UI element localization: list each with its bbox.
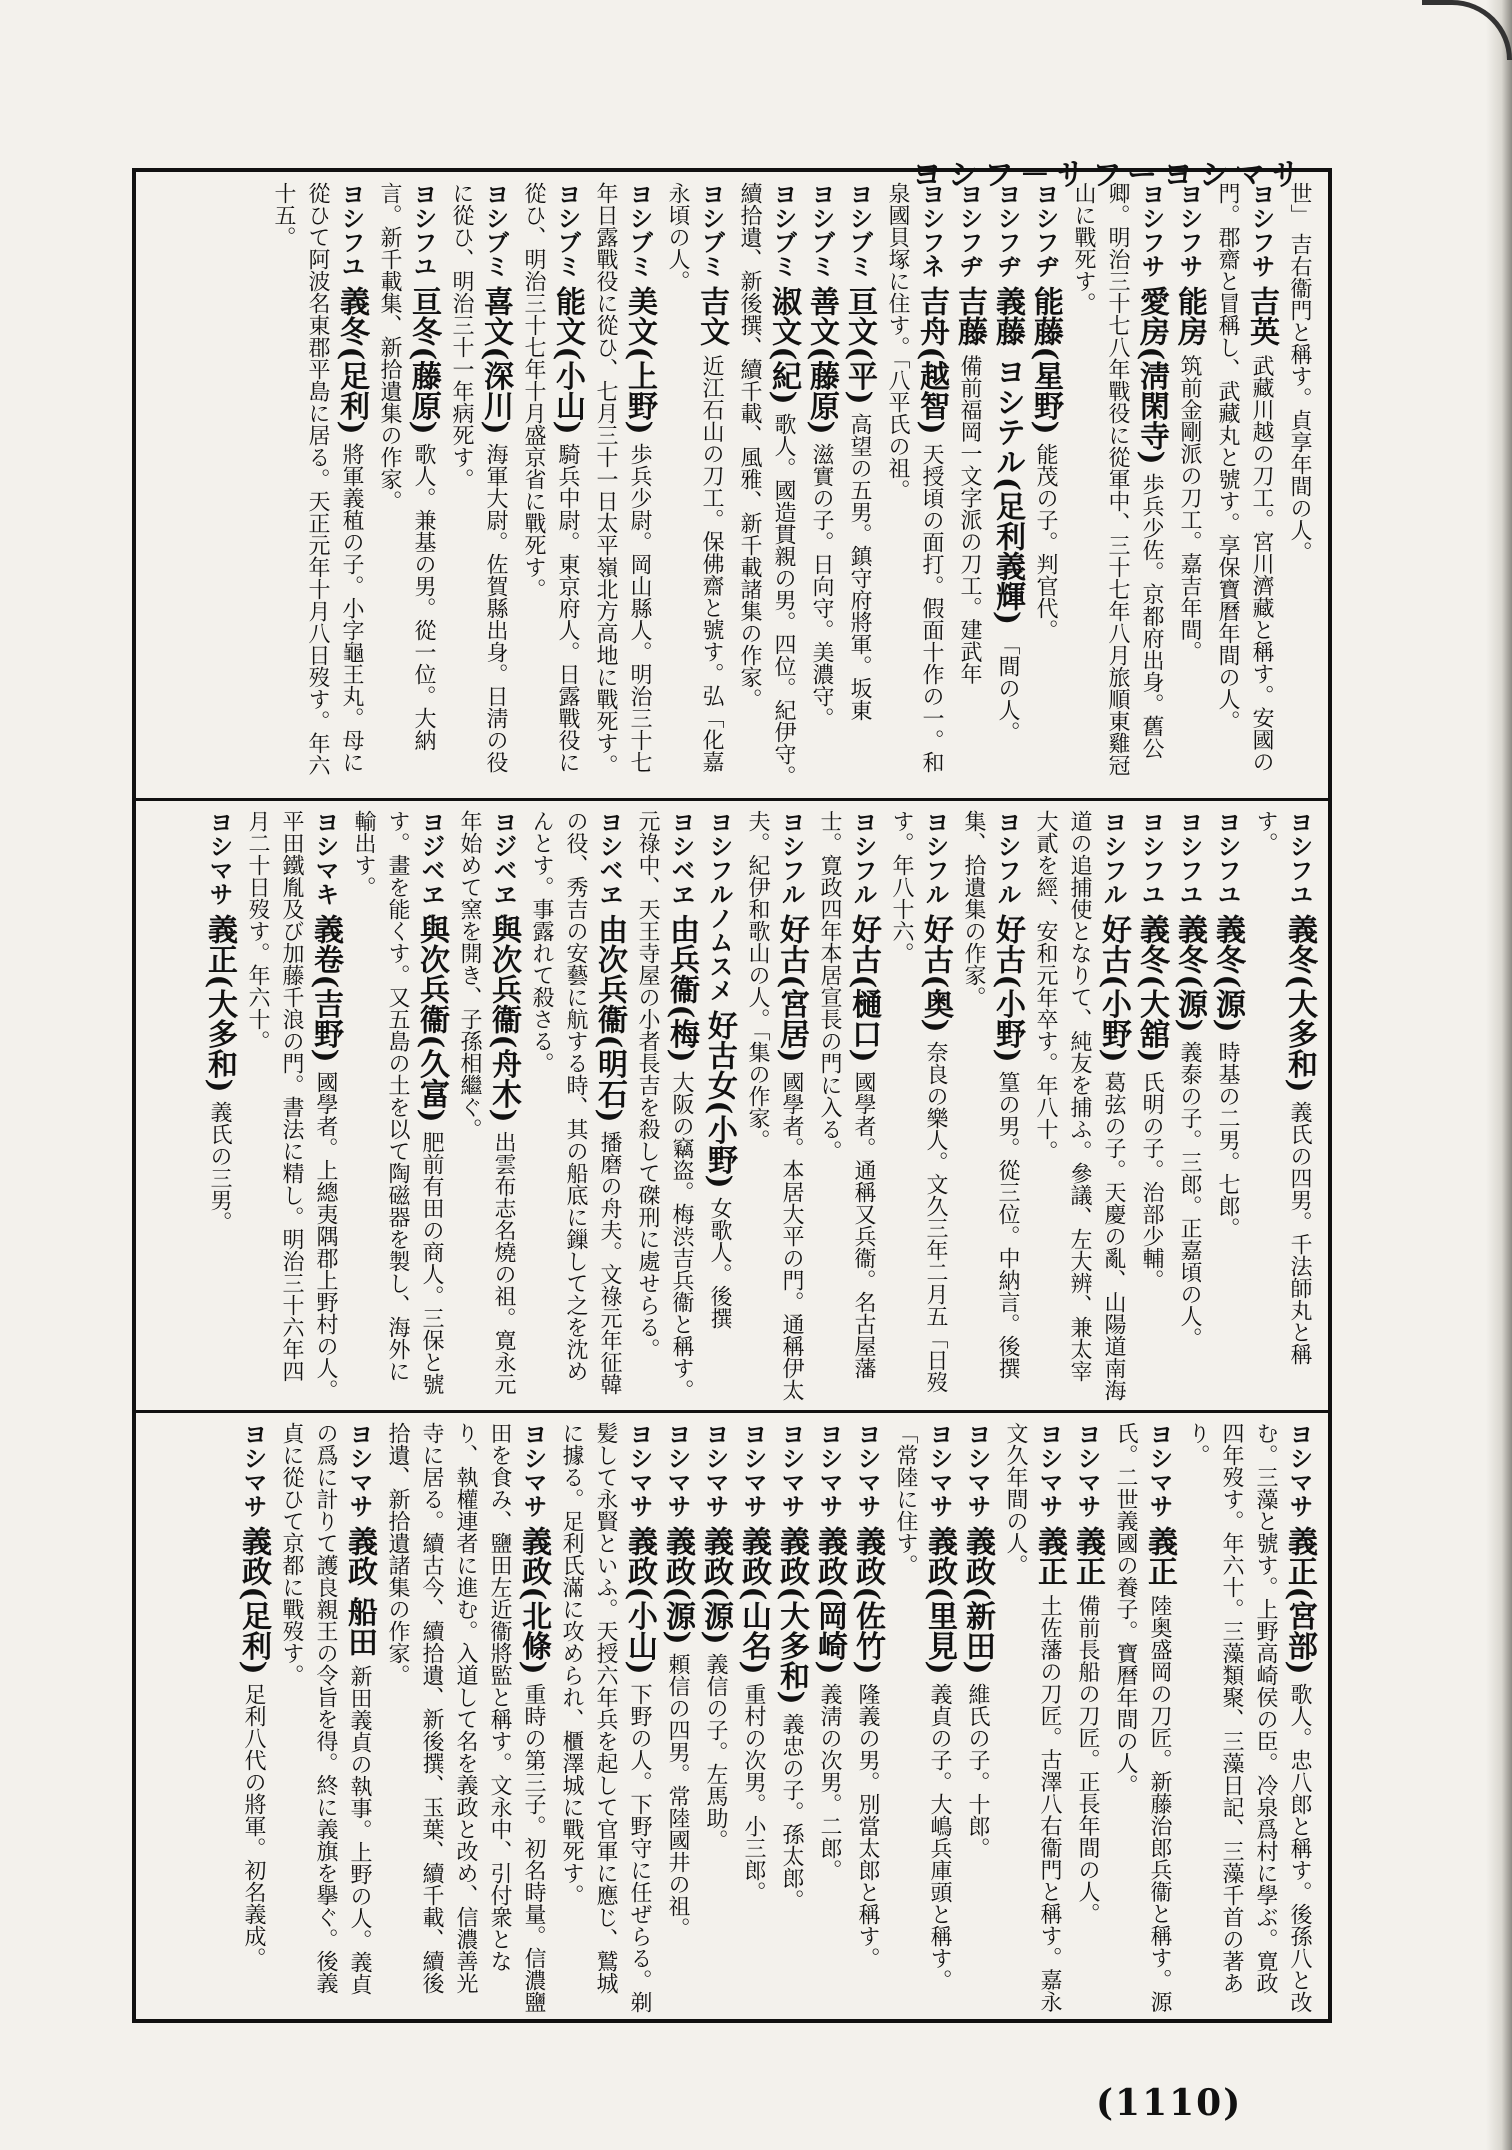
dictionary-entry (810, 1420, 848, 2016)
entry-body: 歌人。兼基の男。從一位。大納言。新千載集、新拾遺集の作家。 (377, 182, 436, 751)
entry-body: 滋實の子。日向守。美濃守。 (809, 442, 834, 729)
entry-name: 義冬(源) (1172, 914, 1207, 1033)
dictionary-entry (882, 808, 954, 1404)
entry-head: ヨシフサ (1175, 182, 1203, 278)
entry-head: ヨシベヱ (595, 810, 623, 906)
entry-name: 亘冬(藤原) (406, 286, 441, 435)
dictionary-entry (958, 1420, 996, 2016)
entry-head: ヨシフサ (1137, 182, 1165, 278)
entry-head: ヨシフル (849, 810, 877, 906)
entry-head: ヨシマサ (625, 1422, 653, 1518)
entry-body: 陸奥盛岡の刀匠。新藤治郎兵衞と稱す。源氏。二世義國の養子。寶曆年間の人。 (1113, 1422, 1172, 2013)
entry-head: ヨシマサ (925, 1422, 953, 1518)
dictionary-entry (730, 180, 802, 792)
entry-head: ヨシフネ (917, 182, 945, 278)
entry-body: 女歌人。後撰 (707, 1196, 732, 1329)
dictionary-entry (988, 180, 1026, 792)
dictionary-entry (1026, 180, 1064, 792)
entry-head: ヨシブミ (845, 182, 873, 278)
entry-head: ヨシブミ (553, 182, 581, 278)
entry-body: 武藏川越の刀工。宮川濟藏と稱す。安國の門。郡齋と冒稱し、武藏丸と號す。享保寶曆年間の人。 (1215, 182, 1274, 773)
entry-name: 吉文 (694, 286, 729, 347)
page-number: (1110) (1096, 2082, 1243, 2124)
dictionary-entry (734, 1420, 772, 2016)
entry-head: ヨシフル (1099, 810, 1127, 906)
entry-name: 義政(小山) (622, 1526, 657, 1675)
entry-body: 下野の人。下野守に任ぜらる。剃髪して永賢といふ。天授六年兵を起して官軍に應じ、鷲城に據る。足利氏滿に攻められ、櫃澤城に戰死す。 (559, 1422, 652, 2013)
entry-head: ヨシブミ (481, 182, 509, 278)
entry-body: 歌人。忠八郎と稱す。後孫八と改む。三藻と號す。上野高崎侯の臣。冷泉爲村に學ぶ。寛政四年歿す。年六十。三藻類聚、三藻日記、三藻千首の著あり。 (1185, 1422, 1312, 2013)
entry-name: 義冬(足利) (334, 286, 369, 435)
entry-body: 歩兵少佐。京都府出身。舊公卿。明治三十七八年戰役に從軍中、三十七年八月旅順東雞冠山に戰死す。 (1071, 182, 1164, 776)
entry-name: 與次兵衞(久富) (414, 914, 449, 1123)
entry-name: 善文(藤原) (804, 286, 839, 435)
dictionary-entry (1208, 180, 1280, 792)
entry-head: ヨシマサ (519, 1422, 547, 1518)
entry-head: ヨシブミ (697, 182, 725, 278)
entry-name: 好古(樋口) (846, 914, 881, 1063)
entry-head: ヨシマサ (777, 1422, 805, 1518)
dictionary-entry (696, 1420, 734, 2016)
entry-head: ヨシマサ (1035, 1422, 1063, 1518)
entry-name: 義正 (1070, 1526, 1105, 1587)
entry-head: ヨシマサ (239, 1422, 267, 1518)
entry-body: 隆義の男。別當太郎と稱す。 (855, 1682, 880, 1969)
entry-body: 國學者。上總夷隅郡上野村の人。平田鐵胤及び加藤千浪の門。書法に精し。明治三十六年四月二十日歿す。年六十。 (245, 810, 338, 1401)
entry-body: 重時の第三子。初名時量。信濃鹽田を食み、鹽田左近衞將監と稱す。文永中、引付衆となり、執權連者に進む。入道して名を義政と改め、信濃善光寺に居る。續古今、續拾遺、新後撰、玉葉、續千載、續後拾遺、新拾遺諸集の作家。 (385, 1422, 546, 2013)
dictionary-entry (450, 808, 522, 1404)
dictionary-entry (628, 808, 700, 1404)
entry-name: 義冬(大舘) (1134, 914, 1169, 1063)
entry-name: 義政(源) (698, 1526, 733, 1645)
dictionary-entry (1068, 1420, 1106, 2016)
dictionary-entry (1170, 808, 1208, 1404)
entry-name: 義政 船田 (342, 1526, 377, 1657)
entry-body: 義貞の子。大嶋兵庫頭と稱す。「常陸に住す。 (893, 1422, 952, 1991)
dictionary-entry (772, 1420, 810, 2016)
dictionary-entry (1170, 180, 1208, 792)
entry-head: ヨシフユ (337, 182, 365, 278)
entry-name: 義政(里見) (922, 1526, 957, 1675)
dictionary-entry (234, 1420, 272, 2016)
entry-body: 備前福岡一文字派の刀工。建武年 (957, 354, 982, 685)
dictionary-entry (1178, 1420, 1318, 2016)
entry-name: 義冬(大多和) (1282, 914, 1317, 1093)
entry-name: 吉英 (1244, 286, 1279, 347)
dictionary-entry (950, 180, 988, 792)
entry-name: 美文(上野) (622, 286, 657, 435)
dictionary-entry (1026, 808, 1132, 1404)
entry-body: 奈良の樂人。文久三年二月五「日歿す。年八十六。 (889, 810, 948, 1393)
entry-body: 義氏の三男。 (207, 1100, 232, 1233)
middle-section (148, 808, 1318, 1404)
entry-body: 國學者。本居大平の門。通稱伊太夫。紀伊和歌山の人。「集の作家。 (745, 810, 804, 1401)
entry-name: 義政(源) (660, 1526, 695, 1645)
entry-name: 淑文(紀) (766, 286, 801, 405)
entry-body: 義忠の子。孫太郎。 (779, 1712, 804, 1911)
entry-name: 好古(小野) (1096, 914, 1131, 1063)
entry-name: 由兵衞(梅) (664, 914, 699, 1063)
section-divider-bottom (132, 1410, 1332, 1413)
entry-name: 喜文(深川) (478, 286, 513, 435)
entry-body: 國學者。通稱又兵衞。名古屋藩士。寛政四年本居宣長の門に入る。 (817, 810, 876, 1379)
entry-head: ヨシマサ (701, 1422, 729, 1518)
entry-body: 能茂の子。判官代。 (1033, 442, 1058, 641)
running-header: ヨシフ－サフーヨシマサ (911, 158, 1307, 193)
entry-head: ヨシフル (921, 810, 949, 906)
dictionary-entry (1106, 1420, 1178, 2016)
entry-name: 吉舟(越智) (914, 286, 949, 435)
entry-body: 高望の五男。鎮守府將軍。坂東 (847, 412, 872, 721)
entry-head: ヨシフルノムスメ (705, 810, 733, 1002)
dictionary-entry (272, 1420, 378, 2016)
entry-head: ヨシフユ (1175, 810, 1203, 906)
entry-body: 新田義貞の執事。上野の人。義貞の爲に計りて護良親王の令旨を得。終に義旗を擧ぐ。後義貞に從ひて京都に戰歿す。 (279, 1422, 372, 1995)
lower-section (148, 1420, 1318, 2016)
upper-section (148, 180, 1318, 792)
entry-body: 頼信の四男。常陸國井の祖。 (665, 1652, 690, 1939)
entry-body: 葛弦の子。天慶の亂、山陽道南海道の追捕使となりて、純友を捕ふ。參議、左大辨、兼太宰大貳を經、安和元年卒す。年八十。 (1033, 810, 1126, 1401)
entry-body: 氏明の子。治部少輔。 (1139, 1070, 1164, 1291)
entry-body: 肥前有田の商人。三保と號す。畫を能くす。又五島の土を以て陶磁器を製し、海外に輸出す。 (351, 810, 444, 1395)
entry-body: 時基の二男。七郎。 (1215, 1040, 1240, 1239)
entry-head: ヨシフユ (1285, 810, 1313, 906)
dictionary-entry (878, 180, 950, 792)
entry-head: ヨシマサ (1073, 1422, 1101, 1518)
dictionary-entry (1246, 808, 1318, 1404)
entry-body: 騎兵中尉。東京府人。日露戰役に從ひ、明治三十七年十月盛京省に戰死す。 (521, 182, 580, 773)
dictionary-entry (238, 808, 344, 1404)
dictionary-entry (552, 1420, 658, 2016)
entry-name: 能房 (1172, 286, 1207, 347)
entry-body: 篁の男。從三位。中納言。後撰集、拾遺集の作家。 (961, 810, 1020, 1379)
section-divider-top (132, 798, 1332, 801)
entry-head: ヨシフユ (409, 182, 437, 278)
entry-body: 備前長船の刀匠。正長年間の人。 (1075, 1594, 1100, 1925)
dictionary-entry (840, 180, 878, 792)
dictionary-entry (344, 808, 450, 1404)
entry-body: 「間の人。 (995, 633, 1020, 744)
entry-body: 義信の子。左馬助。 (703, 1652, 728, 1851)
entry-head: ヨシマサ (1145, 1422, 1173, 1518)
dictionary-entry (514, 180, 586, 792)
entry-body: 海軍大尉。佐賀縣出身。日淸の役に從ひ、明治三十一年病死す。 (449, 182, 508, 773)
dictionary-entry (1208, 808, 1246, 1404)
dictionary-entry (996, 1420, 1068, 2016)
entry-body: 筑前金剛派の刀工。嘉吉年間。 (1177, 354, 1202, 663)
entry-body: 歌人。國造貫親の男。四位。紀伊守。續拾遺、新後撰、續千載、風雅、新千載諸集の作家。 (737, 182, 796, 787)
entry-name: 義政(北條) (516, 1526, 551, 1675)
entry-name: 義藤 ヨシテル(足利義輝) (990, 286, 1025, 626)
entry-body: 大阪の竊盗。梅渋吉兵衞と稱す。元祿中、天王寺屋の小者長吉を殺して磔刑に處せらる。 (635, 810, 694, 1401)
entry-name: 亘文(平) (842, 286, 877, 405)
entry-body: 歩兵少尉。岡山縣人。明治三十七年日露戰役に從ひ、七月三十一日太平嶺北方高地に戰死す。 (593, 182, 652, 776)
entry-head: ヨシマサ (853, 1422, 881, 1518)
dictionary-entry (700, 808, 738, 1404)
entry-head: ヨジベヱ (417, 810, 445, 906)
entry-head: ヨシフヂ (955, 182, 983, 278)
entry-body: 播磨の舟夫。文祿元年征韓の役、秀吉の安藝に航する時、其の船底に鏁して之を沈めんとす。事露れて殺さる。 (529, 810, 622, 1395)
entry-head: ヨシマサ (205, 810, 233, 906)
entry-name: 義正(大多和) (202, 914, 237, 1093)
entry-name: 義政(山名) (736, 1526, 771, 1675)
dictionary-entry (886, 1420, 958, 2016)
entry-name: 好古(小野) (990, 914, 1025, 1063)
entry-body: 將軍義稙の子。小字龜王丸。母に從ひて阿波名東郡平島に居る。天正元年十月八日歿す。年六十五。 (271, 182, 364, 776)
entry-name: 義正 (1142, 1526, 1177, 1587)
entry-name: 能藤(星野) (1028, 286, 1063, 435)
dictionary-entry (658, 1420, 696, 2016)
entry-head: ヨシフヂ (1031, 182, 1059, 278)
dictionary-entry (848, 1420, 886, 2016)
entry-name: 義正 (1032, 1526, 1067, 1587)
entry-name: 義政(足利) (236, 1526, 271, 1675)
entry-body: 維氏の子。十郎。 (965, 1682, 990, 1859)
dictionary-entry (522, 808, 628, 1404)
entry-name: 義政(新田) (960, 1526, 995, 1675)
entry-head: ヨシフヂ (993, 182, 1021, 278)
entry-body: 義氏の四男。千法師丸と稱す。 (1253, 810, 1312, 1365)
dictionary-entry (370, 180, 442, 792)
entry-head: ヨシベヱ (667, 810, 695, 906)
dictionary-entry (954, 808, 1026, 1404)
dictionary-entry (264, 180, 370, 792)
entry-head: ヨシフサ (1247, 182, 1275, 278)
entry-body: 天授頃の面打。假面十作の一。和泉國貝塚に住す。「八平氏の祖。 (885, 182, 944, 773)
entry-body: 足利八代の將軍。初名義成。 (241, 1682, 266, 1969)
entry-name: 由次兵衞(明石) (592, 914, 627, 1123)
entry-name: 好古(奥) (918, 914, 953, 1033)
entry-head: ヨシマサ (345, 1422, 373, 1518)
dictionary-entry (200, 808, 238, 1404)
entry-name: 吉藤 (952, 286, 987, 347)
entry-body: 出雲布志名燒の祖。寛永元年始めて窯を開き、子孫相繼ぐ。 (457, 810, 516, 1395)
entry-head: ヨシブミ (807, 182, 835, 278)
entry-name: 義冬(源) (1210, 914, 1245, 1033)
dictionary-entry (810, 808, 882, 1404)
entry-head: ヨシブミ (625, 182, 653, 278)
entry-head: ヨシフル (993, 810, 1021, 906)
entry-head: ヨシフユ (1137, 810, 1165, 906)
entry-name: 愛房(淸閑寺) (1134, 286, 1169, 465)
entry-name: 好古(宮居) (774, 914, 809, 1063)
entry-head: ヨジベヱ (489, 810, 517, 906)
entry-body: 土佐藩の刀匠。古澤八右衞門と稱す。嘉永文久年間の人。 (1003, 1422, 1062, 2013)
entry-name: 能文(小山) (550, 286, 585, 435)
dictionary-entry (1132, 808, 1170, 1404)
entry-head: ヨシブミ (769, 182, 797, 278)
entry-head: ヨシマサ (963, 1422, 991, 1518)
dictionary-entry (738, 808, 810, 1404)
entry-head: ヨシマサ (739, 1422, 767, 1518)
dictionary-entry (442, 180, 514, 792)
page-edge (1486, 0, 1512, 2150)
dictionary-entry (378, 1420, 552, 2016)
entry-head: ヨシマサ (1285, 1422, 1313, 1518)
entry-name: 義卷(吉野) (308, 914, 343, 1063)
entry-body: 近江石山の刀工。保佛齋と號す。弘「化嘉永頃の人。 (665, 182, 724, 773)
entry-name: 義政(岡崎) (812, 1526, 847, 1675)
entry-head: ヨシマサ (815, 1422, 843, 1518)
dictionary-entry (1064, 180, 1170, 792)
entry-body: 世」 吉右衞門と稱す。貞享年間の人。 (1287, 182, 1312, 563)
entry-head: ヨシフユ (1213, 810, 1241, 906)
entry-body: 義泰の子。三郎。正嘉頃の人。 (1177, 1040, 1202, 1349)
entry-name: 義正(宮部) (1282, 1526, 1317, 1675)
entry-name: 好古女(小野) (702, 1010, 737, 1189)
entry-name: 義政(大多和) (774, 1526, 809, 1705)
entry-body: 義淸の次男。二郎。 (817, 1682, 842, 1881)
dictionary-entry (658, 180, 730, 792)
entry-head: ヨシマキ (311, 810, 339, 906)
entry-name: 與次兵衞(舟木) (486, 914, 521, 1123)
entry-body: 重村の次男。小三郎。 (741, 1682, 766, 1903)
dictionary-entry (586, 180, 658, 792)
entry-head: ヨシマサ (663, 1422, 691, 1518)
dictionary-entry (802, 180, 840, 792)
entry-head: ヨシフル (777, 810, 805, 906)
dictionary-entry (1280, 180, 1318, 792)
entry-name: 義政(佐竹) (850, 1526, 885, 1675)
